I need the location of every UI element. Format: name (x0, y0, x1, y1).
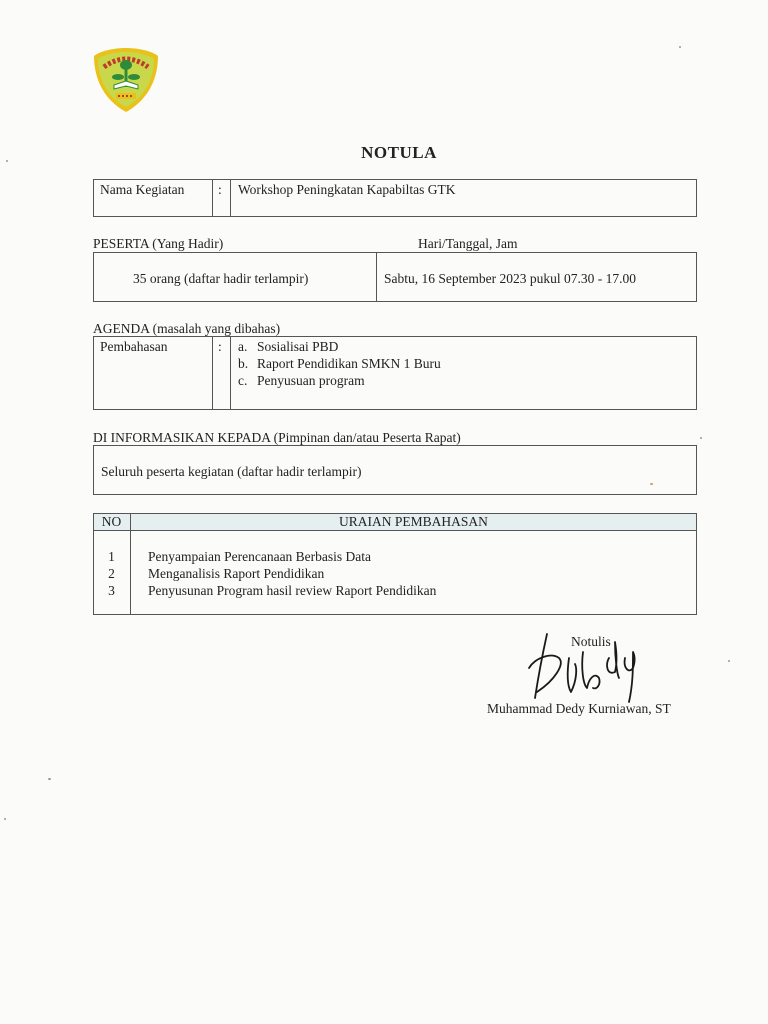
date-label: Hari/Tanggal, Jam (418, 236, 518, 251)
agenda-box (93, 336, 697, 410)
signature-icon (525, 628, 645, 706)
table-row-text: Penyampaian Perencanaan Berbasis Data (148, 549, 372, 564)
agenda-item-marker: a. (238, 339, 248, 354)
notulis-name: Muhammad Dedy Kurniawan, ST (487, 701, 671, 716)
kegiatan-value: Workshop Peningkatan Kapabiltas GTK (238, 182, 456, 197)
table-row-no: 3 (108, 583, 115, 598)
date-value: Sabtu, 16 September 2023 pukul 07.30 - 17.00 (384, 271, 636, 286)
agenda-row-label: Pembahasan (100, 339, 168, 354)
agenda-item-marker: b. (238, 356, 249, 371)
kegiatan-colon: : (218, 182, 222, 197)
document-title: NOTULA (361, 143, 437, 162)
informasi-label: DI INFORMASIKAN KEPADA (Pimpinan dan/atau Peserta Rapat) (93, 430, 461, 445)
table-row-text: Menganalisis Raport Pendidikan (148, 566, 325, 581)
agenda-item: Raport Pendidikan SMKN 1 Buru (257, 356, 441, 371)
school-logo-icon (90, 45, 162, 115)
kegiatan-label: Nama Kegiatan (100, 182, 185, 197)
column-header-no: NO (101, 514, 122, 529)
peserta-value: 35 orang (daftar hadir terlampir) (133, 271, 309, 286)
peserta-label: PESERTA (Yang Hadir) (93, 236, 224, 251)
table-row-no: 1 (108, 549, 115, 564)
agenda-item: Penyusuan program (257, 373, 365, 388)
agenda-item: Sosialisai PBD (257, 339, 339, 354)
column-header-uraian: URAIAN PEMBAHASAN (339, 514, 488, 529)
table-row-text: Penyusunan Program hasil review Raport Pendidikan (148, 583, 437, 598)
agenda-colon: : (218, 339, 222, 354)
informasi-value: Seluruh peserta kegiatan (daftar hadir terlampir) (101, 464, 362, 479)
table-row-no: 2 (108, 566, 115, 581)
agenda-item-marker: c. (238, 373, 248, 388)
notulis-label: Notulis (571, 634, 611, 649)
agenda-label: AGENDA (masalah yang dibahas) (93, 321, 281, 336)
